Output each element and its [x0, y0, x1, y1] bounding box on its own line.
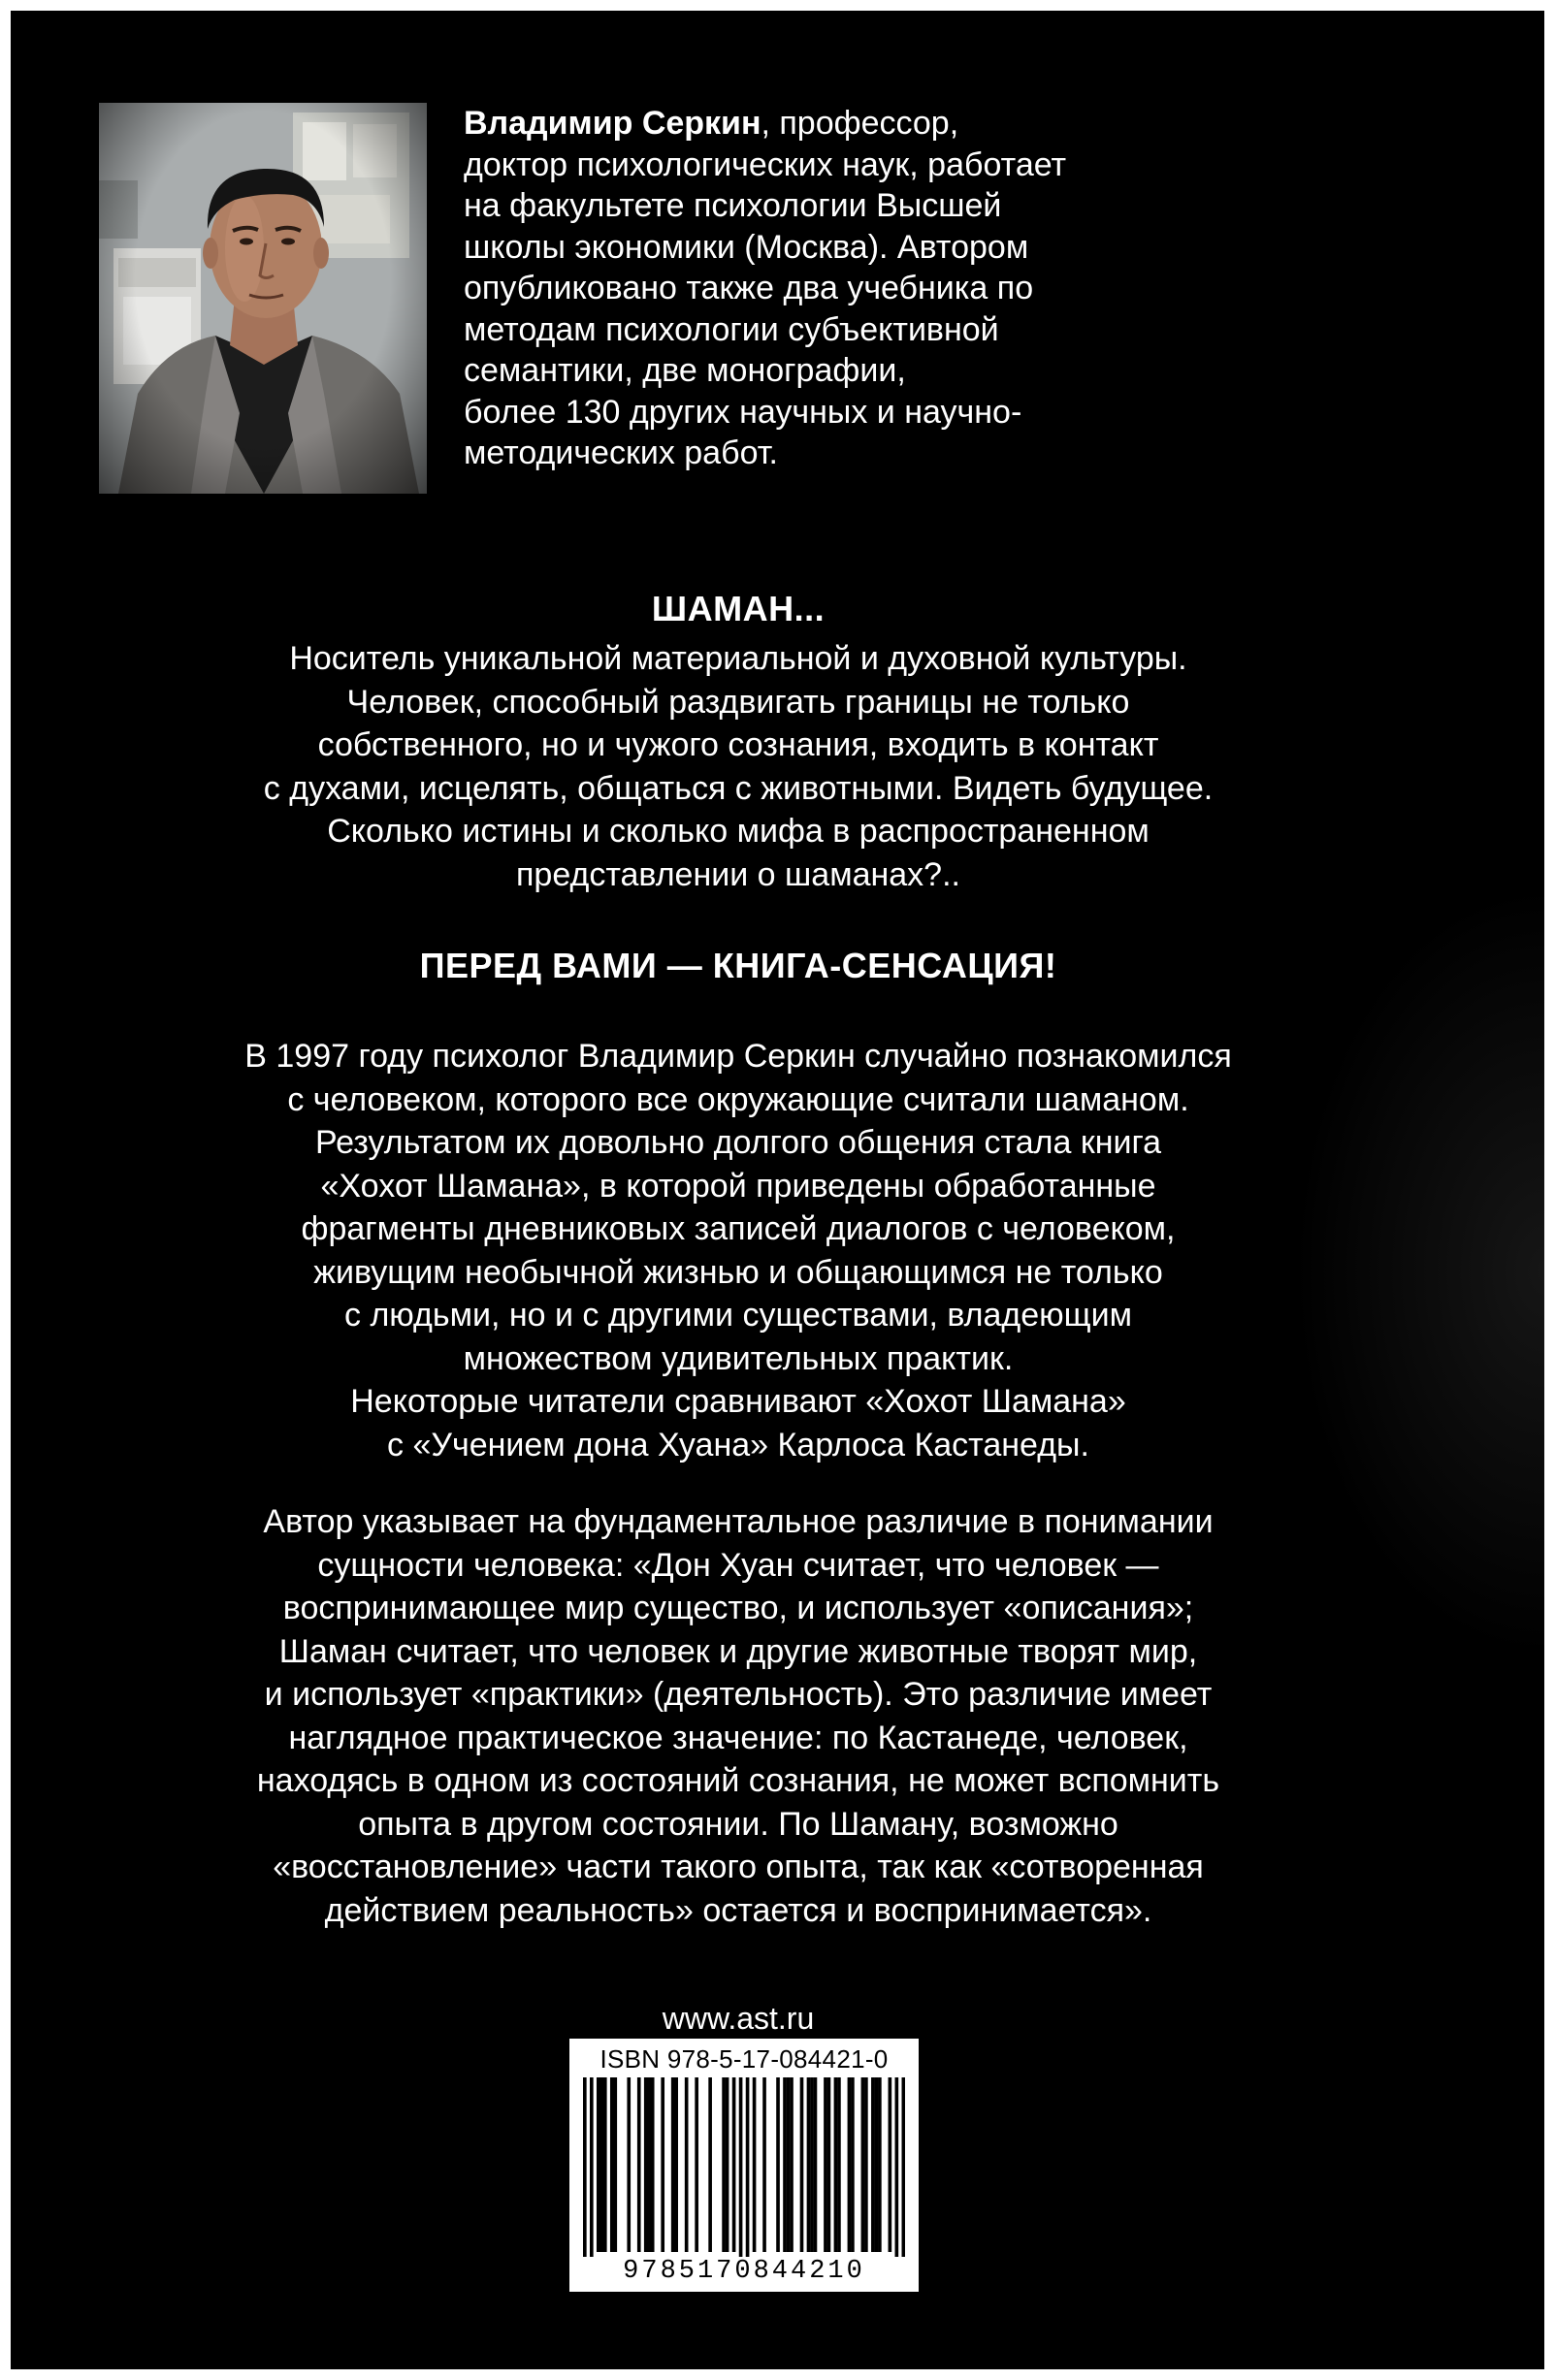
barcode-bar — [878, 2077, 882, 2252]
barcode-bar — [851, 2077, 855, 2252]
barcode-bar — [810, 2077, 814, 2252]
author-bio — [464, 103, 1201, 474]
barcode-bar — [726, 2077, 729, 2252]
barcode-bar — [824, 2077, 827, 2252]
barcode-bar — [583, 2077, 587, 2257]
barcode-bar — [644, 2077, 648, 2252]
barcode-bar — [695, 2077, 698, 2252]
barcode-bar — [762, 2077, 766, 2252]
barcode-bar — [753, 2077, 757, 2252]
barcode-bar — [627, 2077, 631, 2252]
barcode-bar — [834, 2077, 838, 2252]
barcode-bar — [800, 2077, 804, 2252]
shaman-description: Носитель уникальной материальной и духовной культуры. Человек, способный раздвигать границы не только собственного, но и чужого сознания, входить в контакт с духами, исцелять, общаться с животными. Видеть будущее. Сколько истины и сколько мифа в распространенном представлении о шаманах?.. — [263, 640, 1214, 893]
isbn-label: ISBN 978-5-17-084421-0 — [599, 2044, 889, 2074]
barcode-bar — [732, 2077, 736, 2252]
barcode-bar — [671, 2077, 675, 2252]
barcode-bar — [848, 2077, 852, 2252]
barcode-bar — [895, 2077, 899, 2257]
barcode-bar — [613, 2077, 617, 2252]
barcode-bar — [674, 2077, 678, 2252]
barcode-bars — [583, 2077, 905, 2257]
barcode-bar — [827, 2077, 831, 2252]
barcode-bar — [685, 2077, 689, 2252]
barcode-bar — [807, 2077, 811, 2252]
author-comparison-paragraph: Автор указывает на фундаментальное различие в понимании сущности человека: «Дон Хуан считает, что человек — воспринимающее мир существо, и использует «описания»; Шаман считает, что человек и другие животные творят мир, и использует «практики» (деятельность). Это различие имеет наглядное практическое значение: по Кастанеде, человек, находясь в одном из состояний сознания, не может вспомнить опыта в другом состоянии. По Шаману, возможно «восстановление» части такого опыта, так как «сотворенная действием реальность» остается и воспринимается». — [256, 1503, 1220, 1929]
barcode-bar — [783, 2077, 787, 2252]
author-name: Владимир Серкин — [464, 105, 761, 142]
barcode-digits: 9785170844210 — [623, 2257, 865, 2286]
author-bio-text: , профессор, доктор психологических наук, работает на факультете психологии Высшей школы экономики (Москва). Автором опубликовано также два учебника по методам психологии субъективной семантики, две монографии, более 130 других научных и научно- методических работ. — [464, 105, 1067, 471]
barcode-bar — [599, 2077, 603, 2252]
section-heading-shaman: ШАМАН... — [651, 589, 826, 628]
publisher-website: www.ast.ru — [662, 2001, 815, 2036]
barcode-bar — [837, 2077, 841, 2252]
barcode-bar — [739, 2077, 743, 2257]
barcode-bar — [776, 2077, 780, 2252]
barcode-bar — [871, 2077, 875, 2252]
barcode-bar — [787, 2077, 791, 2252]
barcode-bar — [651, 2077, 655, 2252]
barcode-bar — [708, 2077, 712, 2252]
barcode-block — [569, 2039, 919, 2292]
barcode-bar — [889, 2077, 892, 2252]
barcode-bar — [590, 2077, 594, 2257]
barcode-bar — [597, 2077, 600, 2252]
barcode-bar — [722, 2077, 726, 2252]
book-back-cover — [11, 11, 1544, 2369]
section-heading-sensation: ПЕРЕД ВАМИ — КНИГА-СЕНСАЦИЯ! — [419, 946, 1057, 985]
barcode-bar — [875, 2077, 879, 2252]
author-photo — [99, 103, 427, 494]
barcode-bar — [661, 2077, 664, 2252]
barcode-bar — [861, 2077, 865, 2252]
barcode-bar — [814, 2077, 818, 2252]
barcode-bar — [603, 2077, 607, 2252]
barcode-bar — [864, 2077, 868, 2252]
barcode-bar — [637, 2077, 641, 2252]
barcode-bar — [610, 2077, 614, 2252]
barcode-bar — [647, 2077, 651, 2252]
barcode-bar — [902, 2077, 905, 2257]
barcode-bar — [790, 2077, 794, 2252]
book-history-paragraph: В 1997 году психолог Владимир Серкин случайно познакомился с человеком, которого все окружающие считали шаманом. Результатом их довольно долгого общения стала книга «Хохот Шамана», в которой приведены обработанные фрагменты дневниковых записей диалогов с человеком, живущим необычной жизнью и общающимся не только с людьми, но и с другими существами, владеющим множеством удивительных практик. Некоторые читатели сравнивают «Хохот Шамана» с «Учением дона Хуана» Карлоса Кастанеды. — [244, 1038, 1232, 1463]
barcode-bar — [746, 2077, 750, 2257]
